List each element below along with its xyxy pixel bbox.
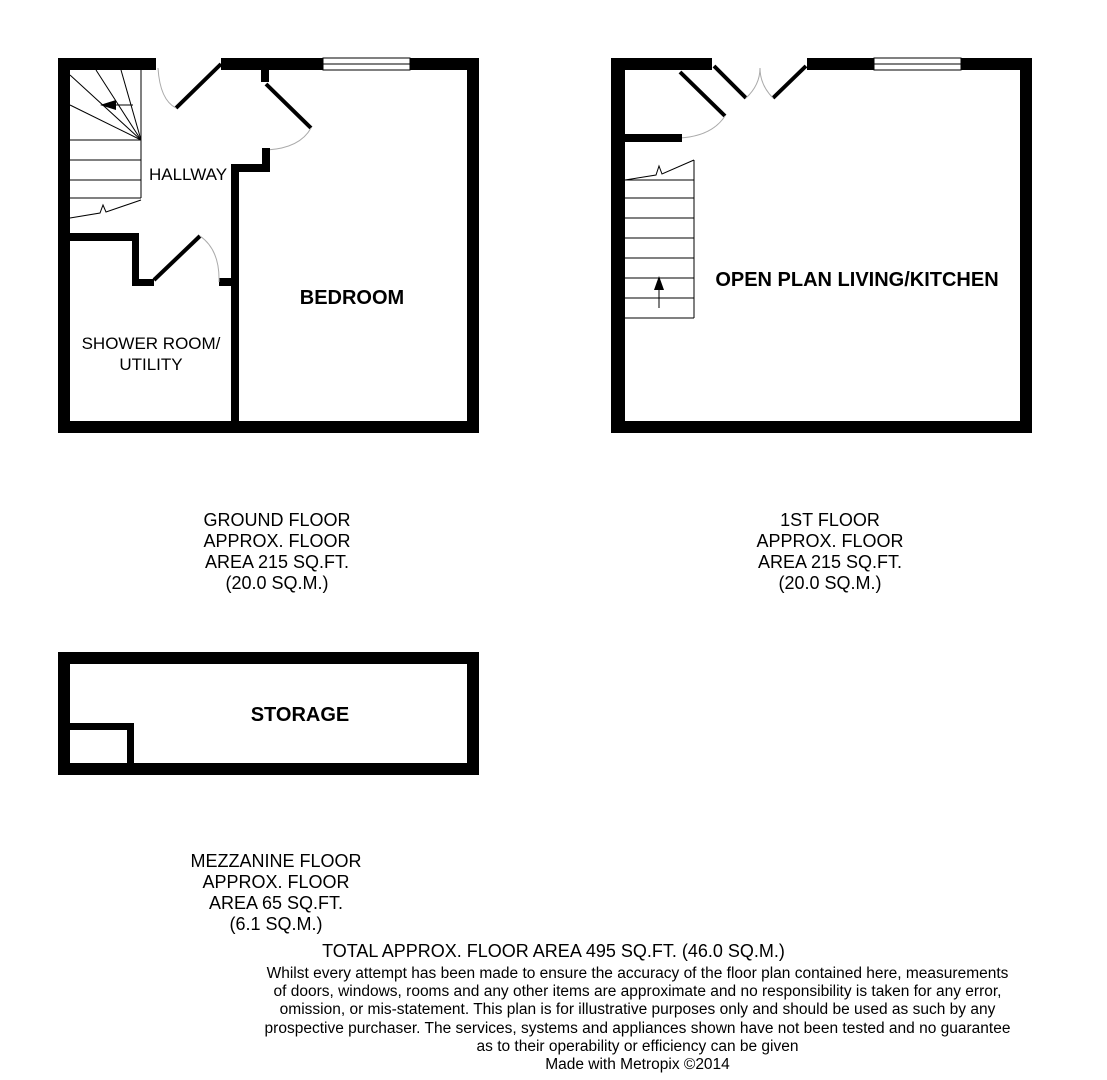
storage-label: STORAGE [250,704,350,726]
mezzanine-floor-area [146,851,406,935]
disclaimer [230,965,1045,1074]
bedroom-door-swing [267,128,311,150]
bedroom-door-leaf [266,84,311,128]
utility-label: UTILITY [119,355,183,374]
first-floor-area [700,510,960,594]
landing-door-swing [680,116,725,138]
disclaimer-line: Whilst every attempt has been made to ensure the accuracy of the floor plan contained here, measurements [266,965,1009,982]
front-door-swing [158,68,176,108]
first-wall-right [1020,58,1032,433]
ground-wall-top-left [58,58,156,70]
mezzanine-floor-title: MEZZANINE FLOOR [190,851,362,871]
disclaimer-line: prospective purchaser. The services, systems and appliances shown have not been tested and no guarantee [264,1019,1011,1037]
mezz-inner-side [127,723,134,765]
ground-floor-plan [58,58,479,433]
stairs-down-arrow-icon [100,100,116,110]
ground-floor-area [147,510,407,594]
ground-wall-right [467,58,479,433]
first-floor-plan [611,58,1032,433]
ground-floor-approx: APPROX. FLOOR [203,531,351,551]
living-kitchen-label: OPEN PLAN LIVING/KITCHEN [715,269,999,291]
hallway-label: HALLWAY [148,165,228,184]
first-stairs [625,160,694,318]
ground-wall-bottom [58,421,479,433]
mezz-wall-bottom [58,763,479,775]
mezzanine-floor-sqft: AREA 65 SQ.FT. [208,893,344,913]
ground-stairs [70,70,141,218]
disclaimer-line: of doors, windows, rooms and any other items are approximate and no responsibility is taken for any error, [273,983,1002,1001]
disclaimer-line: as to their operability or efficiency can be given [476,1037,799,1055]
mezzanine-plan [58,652,479,775]
bedroom-label: BEDROOM [299,287,405,309]
landing-wall [625,134,682,142]
mezz-wall-right [467,652,479,775]
shower-door-jamb [219,278,233,286]
bedroom-west-wall [231,164,239,422]
front-door-leaf [176,64,221,108]
first-floor-sqft: AREA 215 SQ.FT. [757,552,903,572]
first-wall-left [611,58,625,433]
shower-room-label: SHOWER ROOM/ [81,334,221,353]
metropix-credit: Made with Metropix ©2014 [545,1056,730,1074]
mezz-wall-left [58,652,70,775]
disclaimer-line: omission, or mis-statement. This plan is for illustrative purposes only and should be used as such by any [279,1001,996,1019]
mezzanine-floor-sqm: (6.1 SQ.M.) [229,914,323,934]
shower-wall-return [132,279,154,286]
first-door-right-swing [760,68,773,98]
mezz-inner-top [70,723,134,730]
mezzanine-floor-approx: APPROX. FLOOR [202,872,350,892]
first-wall-top-left [611,58,712,70]
first-door-left-swing [746,68,760,98]
first-floor-approx: APPROX. FLOOR [756,531,904,551]
ground-floor-sqm: (20.0 SQ.M.) [225,573,329,593]
shower-door-leaf [154,236,200,280]
landing-door-leaf [680,72,725,116]
first-floor-sqm: (20.0 SQ.M.) [778,573,882,593]
ground-wall-left [58,58,70,433]
shower-door-swing [200,236,219,282]
ground-floor-title: GROUND FLOOR [203,510,351,530]
bedroom-door-jamb-top [261,68,269,82]
first-floor-title: 1ST FLOOR [780,510,880,530]
first-door-right-leaf [773,66,806,98]
first-wall-bottom [611,421,1032,433]
shower-wall-stub [132,233,139,286]
shower-wall-top [70,233,139,241]
total-floor-area: TOTAL APPROX. FLOOR AREA 495 SQ.FT. (46.0 SQ.M.) [322,941,785,961]
mezz-wall-top [58,652,479,664]
ground-floor-sqft: AREA 215 SQ.FT. [204,552,350,572]
first-door-left-leaf [714,66,746,98]
